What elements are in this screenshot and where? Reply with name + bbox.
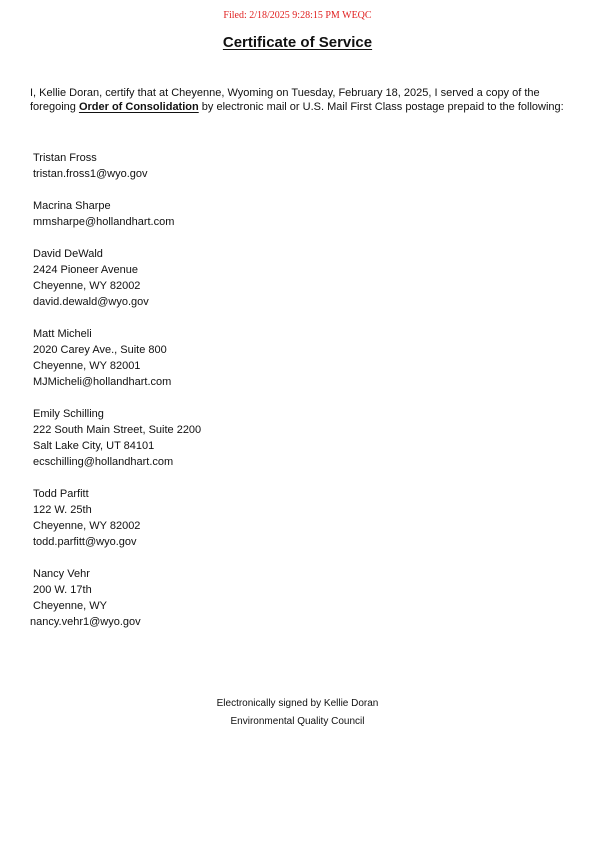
recipient-name: David DeWald (33, 248, 103, 260)
recipient-entry (33, 326, 433, 390)
recipient-street: 2020 Carey Ave., Suite 800 (33, 344, 167, 356)
filed-stamp: Filed: 2/18/2025 9:28:15 PM WEQC (223, 10, 372, 21)
recipient-name: Macrina Sharpe (33, 200, 111, 212)
recipient-email: david.dewald@wyo.gov (33, 296, 149, 308)
recipient-street: 200 W. 17th (33, 584, 92, 596)
signature-signed-by: Electronically signed by Kellie Doran (216, 698, 379, 709)
recipient-city: Salt Lake City, UT 84101 (33, 440, 155, 452)
signature-organization: Environmental Quality Council (230, 716, 365, 727)
recipient-city: Cheyenne, WY 82002 (33, 280, 141, 292)
recipient-email: MJMicheli@hollandhart.com (33, 376, 172, 388)
recipient-entry (30, 566, 433, 630)
certification-paragraph (30, 86, 570, 114)
recipient-city: Cheyenne, WY 82002 (33, 520, 141, 532)
recipient-entry (33, 198, 433, 230)
document-name: Order of Consolidation (78, 101, 199, 113)
recipient-email: nancy.vehr1@wyo.gov (30, 616, 141, 628)
certification-text-before: I, Kellie Doran, certify that at Cheyenne, Wyoming on Tuesday, February 18, 2025, I served a copy of the foregoing (30, 87, 540, 113)
page-title-text: Certificate of Service (222, 34, 373, 51)
certification-text-after: by electronic mail or U.S. Mail First Class postage prepaid to the following: (198, 101, 564, 113)
page-title (0, 34, 595, 52)
recipient-name: Matt Micheli (33, 328, 92, 340)
recipient-email: tristan.fross1@wyo.gov (33, 168, 148, 180)
signature-block (0, 695, 595, 731)
recipient-name: Todd Parfitt (33, 488, 89, 500)
recipient-street: 122 W. 25th (33, 504, 92, 516)
recipient-name: Tristan Fross (33, 152, 97, 164)
recipient-list (30, 150, 433, 646)
recipient-street: 222 South Main Street, Suite 2200 (33, 424, 202, 436)
recipient-entry (33, 246, 433, 310)
recipient-name: Nancy Vehr (33, 568, 90, 580)
recipient-email: mmsharpe@hollandhart.com (33, 216, 175, 228)
recipient-entry (33, 486, 433, 550)
recipient-street: 2424 Pioneer Avenue (33, 264, 138, 276)
recipient-city: Cheyenne, WY 82001 (33, 360, 141, 372)
recipient-entry (33, 150, 433, 182)
recipient-name: Emily Schilling (33, 408, 104, 420)
recipient-email: todd.parfitt@wyo.gov (33, 536, 137, 548)
recipient-email: ecschilling@hollandhart.com (33, 456, 174, 468)
recipient-entry (33, 406, 433, 470)
recipient-city: Cheyenne, WY (33, 600, 107, 612)
